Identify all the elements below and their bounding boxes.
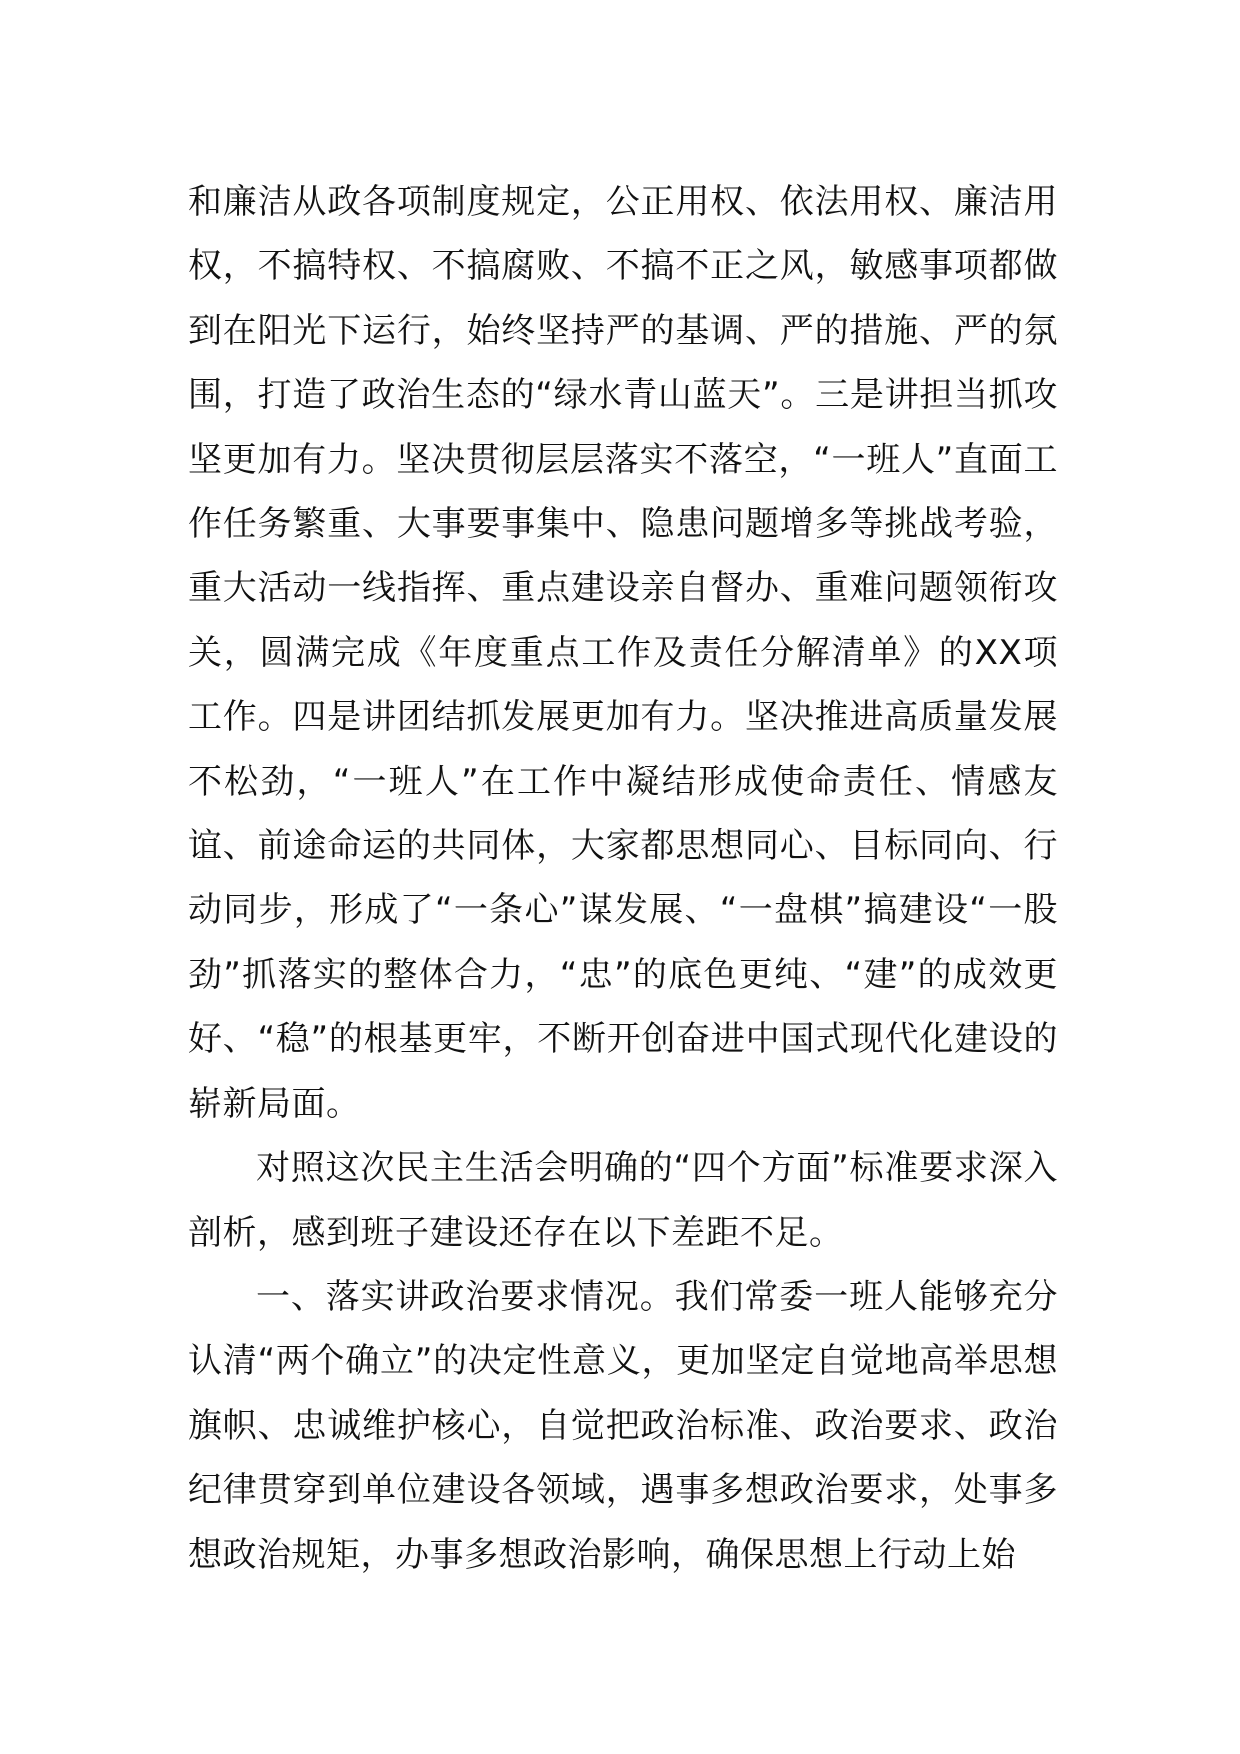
paragraph-continuation: 和廉洁从政各项制度规定，公正用权、依法用权、廉洁用权，不搞特权、不搞腐败、不搞不正之风，敏感事项都做到在阳光下运行，始终坚持严的基调、严的措施、严的氛围，打造了政治生态的“绿水青山蓝天”。三是讲担当抓攻坚更加有力。坚决贯彻层层落实不落空，“一班人”直面工作任务繁重、大事要事集中、隐患问题增多等挑战考验，重大活动一线指挥、重点建设亲自督办、重难问题领衔攻关，圆满完成《年度重点工作及责任分解清单》的XX项工作。四是讲团结抓发展更加有力。坚决推进高质量发展不松劲，“一班人”在工作中凝结形成使命责任、情感友谊、前途命运的共同体，大家都思想同心、目标同向、行动同步，形成了“一条心”谋发展、“一盘棋”搞建设“一股劲”抓落实的整体合力，“忠”的底色更纯、“建”的成效更好、“稳”的根基更牢，不断开创奋进中国式现代化建设的崭新局面。 [188, 182, 1058, 1124]
document-body [188, 170, 1058, 1587]
paragraph-section-one: 一、落实讲政治要求情况。我们常委一班人能够充分认清“两个确立”的决定性意义，更加坚定自觉地高举思想旗帜、忠诚维护核心，自觉把政治标准、政治要求、政治纪律贯穿到单位建设各领域，遇事多想政治要求，处事多想政治规矩，办事多想政治影响，确保思想上行动上始 [188, 1276, 1058, 1575]
paragraph-analysis-intro: 对照这次民主生活会明确的“四个方面”标准要求深入剖析，感到班子建设还存在以下差距不足。 [188, 1148, 1058, 1253]
